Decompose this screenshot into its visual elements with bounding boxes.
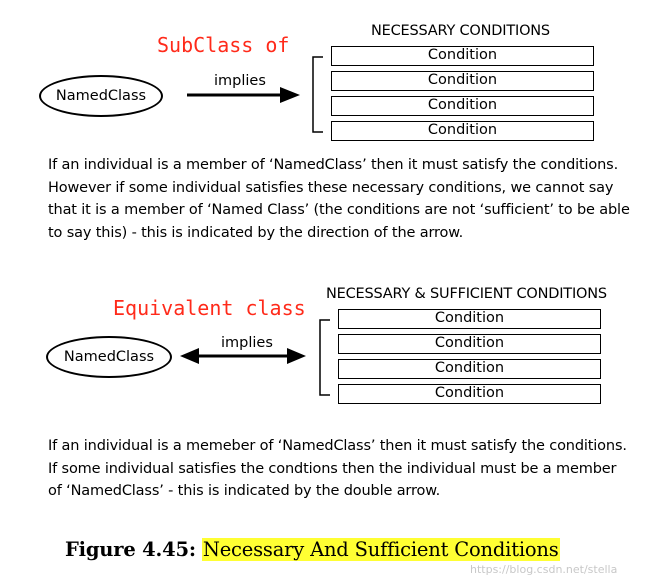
implies-label-2: implies <box>221 335 273 351</box>
condition-box-8: Condition <box>338 384 601 404</box>
conditions-bracket <box>313 57 323 132</box>
implies-arrow <box>187 87 300 103</box>
condition-box-3: Condition <box>331 96 594 116</box>
necessary-conditions-heading: NECESSARY CONDITIONS <box>371 23 550 39</box>
condition-box-6: Condition <box>338 334 601 354</box>
paragraph-line: that it is a member of ‘Named Class’ (the conditions are not ‘sufficient’ to be able <box>48 202 630 218</box>
watermark: https://blog.csdn.net/stella <box>470 563 618 576</box>
sufficient-explanation <box>48 435 627 503</box>
condition-box-1: Condition <box>331 46 594 66</box>
condition-box-5: Condition <box>338 309 601 329</box>
named-class-label-2: NamedClass <box>63 349 155 365</box>
paragraph-line: to say this) - this is indicated by the direction of the arrow. <box>48 224 464 241</box>
named-class-label: NamedClass <box>55 88 147 104</box>
equivalent-class-annotation: Equivalent class <box>113 296 306 320</box>
condition-box-4: Condition <box>331 121 594 141</box>
implies-label: implies <box>214 73 266 89</box>
paragraph-line: of ‘NamedClass’ - this is indicated by the double arrow. <box>48 483 441 499</box>
condition-box-2: Condition <box>331 71 594 91</box>
figure-label: Figure 4.45: <box>65 538 196 561</box>
paragraph-line: If some individual satisfies the condtions then the individual must be a member <box>48 460 617 477</box>
condition-box-7: Condition <box>338 359 601 379</box>
paragraph-line: If an individual is a memeber of ‘NamedClass’ then it must satisfy the conditions. <box>48 438 627 454</box>
figure-title: Necessary And Sufficient Conditions <box>202 538 559 561</box>
paragraph-line: However if some individual satisfies these necessary conditions, we cannot say <box>48 179 614 196</box>
necessary-explanation <box>48 154 630 244</box>
subclass-annotation: SubClass of <box>157 33 290 57</box>
figure-caption <box>65 538 560 561</box>
named-class-oval-2 <box>46 336 172 378</box>
conditions-bracket-2 <box>320 320 330 395</box>
paragraph-line: If an individual is a member of ‘NamedClass’ then it must satisfy the conditions. <box>48 157 619 173</box>
necessary-sufficient-heading: NECESSARY & SUFFICIENT CONDITIONS <box>326 286 607 302</box>
